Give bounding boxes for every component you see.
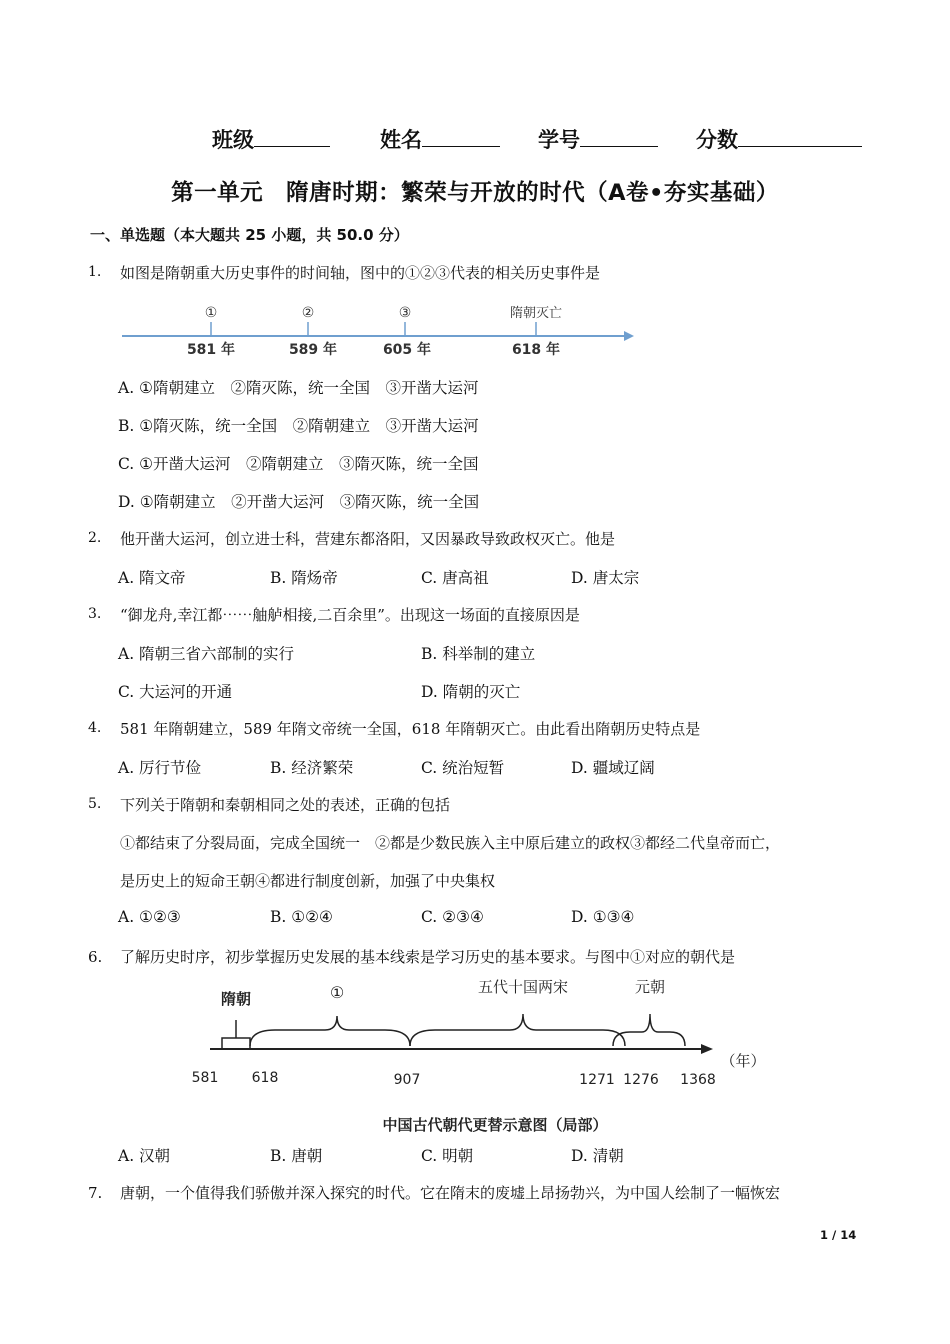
question-text: 581 年隋朝建立，589 年隋文帝统一全国，618 年隋朝灭亡。由此看出隋朝历史特点是 [120, 720, 701, 738]
question-number: 5. [88, 796, 102, 812]
option-a[interactable]: A. ①隋朝建立 ②隋灭陈，统一全国 ③开凿大运河 [118, 379, 479, 397]
timeline-year: 581 年 [186, 342, 236, 358]
option-c[interactable]: C. ①开凿大运河 ②隋朝建立 ③隋灭陈，统一全国 [118, 455, 479, 473]
timeline-year: 618 [251, 1070, 279, 1086]
timeline-year: 907 [393, 1072, 421, 1088]
page-title: 第一单元 隋唐时期：繁荣与开放的时代（A卷•夯实基础） [171, 180, 779, 206]
timeline-label: 隋朝 [220, 990, 252, 1008]
song-brace [410, 1014, 625, 1046]
option-d[interactable]: D. 隋朝的灭亡 [421, 683, 521, 701]
class-field [212, 124, 330, 154]
question-number: 4. [88, 720, 102, 736]
question-text: 他开凿大运河，创立进士科，营建东都洛阳，又因暴政导致政权灭亡。他是 [120, 530, 616, 548]
question-number: 6. [88, 948, 103, 966]
option-a[interactable]: A. 汉朝 [118, 1147, 171, 1165]
option-b[interactable]: B. 隋炀帝 [270, 569, 338, 587]
option-c[interactable]: C. 大运河的开通 [118, 683, 233, 701]
name-field [380, 124, 500, 154]
question-text: 了解历史时序，初步掌握历史发展的基本线索是学习历史的基本要求。与图中①对应的朝代是 [120, 948, 736, 966]
question-text: 唐朝，一个值得我们骄傲并深入探究的时代。它在隋末的废墟上昂扬勃兴，为中国人绘制了一幅恢宏 [120, 1184, 781, 1202]
timeline-year: 589 年 [288, 342, 338, 358]
name-label: 姓名 [380, 128, 422, 152]
question-text: 如图是隋朝重大历史事件的时间轴，图中的①②③代表的相关历史事件是 [120, 264, 601, 282]
timeline-unit: （年） [720, 1052, 766, 1070]
question-statements: ①都结束了分裂局面，完成全国统一 ②都是少数民族入主中原后建立的政权③都经二代皇帝而亡， [120, 834, 781, 852]
option-d[interactable]: D. ①隋朝建立 ②开凿大运河 ③隋灭陈，统一全国 [118, 493, 480, 511]
option-d[interactable]: D. ①③④ [571, 908, 635, 926]
question-number: 7. [88, 1184, 103, 1202]
id-blank[interactable] [580, 128, 658, 147]
timeline-arrow [624, 331, 634, 341]
option-b[interactable]: B. 科举制的建立 [421, 645, 536, 663]
tang-brace [250, 1016, 410, 1046]
class-label: 班级 [212, 128, 254, 152]
id-label: 学号 [538, 128, 580, 152]
timeline-event: 隋朝灭亡 [509, 306, 563, 321]
option-a[interactable]: A. 隋朝三省六部制的实行 [118, 645, 295, 663]
sui-bracket [222, 1038, 250, 1049]
timeline-year: 1368 [680, 1072, 716, 1088]
timeline-label: 五代十国两宋 [477, 978, 569, 996]
question-statements: 是历史上的短命王朝④都进行制度创新，加强了中央集权 [120, 872, 496, 890]
question-text: 下列关于隋朝和秦朝相同之处的表述，正确的包括 [120, 796, 451, 814]
option-d[interactable]: D. 疆域辽阔 [571, 759, 655, 777]
option-b[interactable]: B. ①②④ [270, 908, 333, 926]
timeline-label: 元朝 [634, 978, 666, 996]
option-c[interactable]: C. 统治短暂 [421, 759, 505, 777]
page-number: 1 / 14 [820, 1228, 857, 1242]
option-c[interactable]: C. 唐高祖 [421, 569, 489, 587]
class-blank[interactable] [254, 128, 330, 147]
score-label: 分数 [696, 128, 738, 152]
score-field [696, 124, 862, 154]
timeline-year: 581 [191, 1070, 219, 1086]
option-a[interactable]: A. 隋文帝 [118, 569, 186, 587]
section-heading: 一、单选题（本大题共 25 小题，共 50.0 分） [90, 226, 409, 244]
timeline-year: 605 年 [382, 342, 432, 358]
question-text: “御龙舟,幸江都⋯⋯舳舻相接,二百余里”。出现这一场面的直接原因是 [120, 606, 580, 624]
question-number: 2. [88, 530, 102, 546]
option-b[interactable]: B. 唐朝 [270, 1147, 323, 1165]
option-a[interactable]: A. 厉行节俭 [118, 759, 202, 777]
question-number: 3. [88, 606, 102, 622]
option-a[interactable]: A. ①②③ [118, 908, 181, 926]
timeline-event: ① [204, 305, 218, 321]
timeline-event: ② [301, 305, 315, 321]
option-d[interactable]: D. 唐太宗 [571, 569, 640, 587]
timeline-event: ③ [398, 305, 412, 321]
timeline-label: ① [329, 983, 345, 1002]
timeline-caption: 中国古代朝代更替示意图（局部） [382, 1116, 608, 1134]
option-b[interactable]: B. ①隋灭陈，统一全国 ②隋朝建立 ③开凿大运河 [118, 417, 479, 435]
question-number: 1. [88, 264, 102, 280]
dynasty-timeline [185, 972, 785, 1142]
score-blank[interactable] [738, 128, 862, 147]
timeline-sui [118, 298, 640, 360]
timeline-arrow [701, 1044, 713, 1054]
option-b[interactable]: B. 经济繁荣 [270, 759, 354, 777]
id-field [538, 124, 658, 154]
option-d[interactable]: D. 清朝 [571, 1147, 624, 1165]
timeline-year: 1276 [623, 1072, 659, 1088]
timeline-year: 618 年 [511, 342, 561, 358]
option-c[interactable]: C. ②③④ [421, 908, 484, 926]
option-c[interactable]: C. 明朝 [421, 1147, 474, 1165]
name-blank[interactable] [422, 128, 500, 147]
timeline-year: 1271 [579, 1072, 615, 1088]
